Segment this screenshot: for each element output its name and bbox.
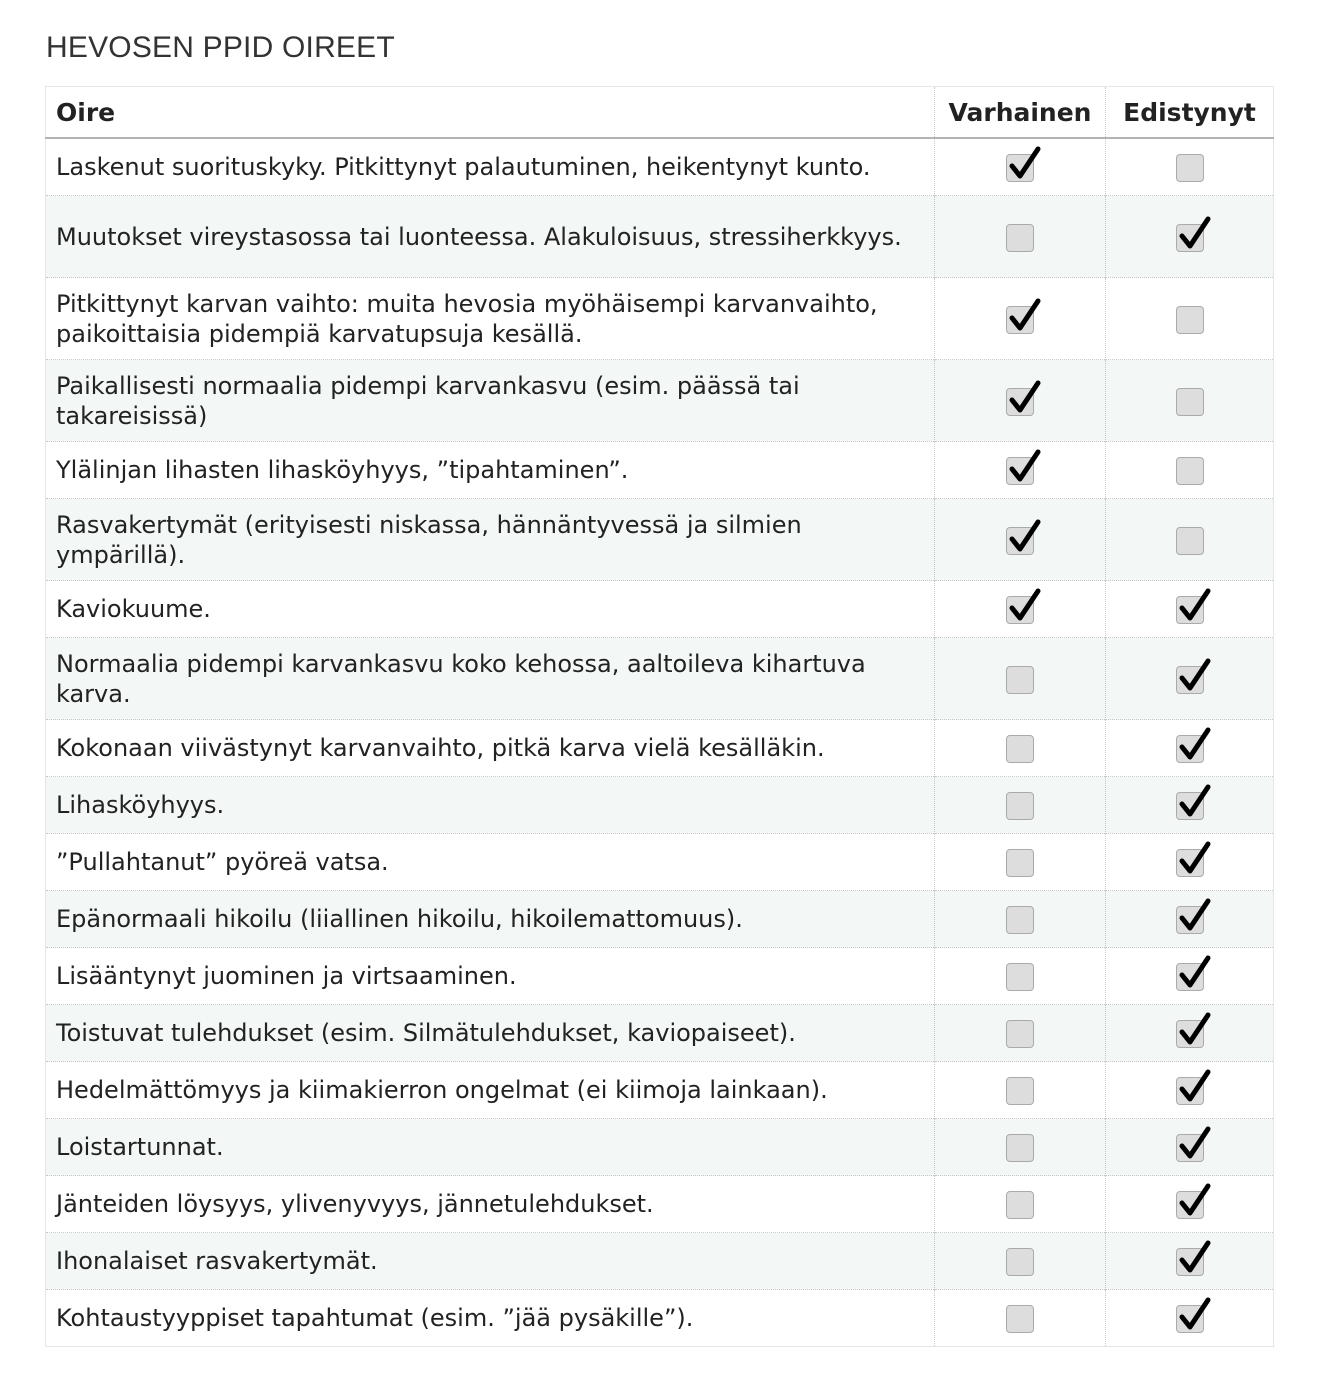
early-cell [935,638,1106,720]
table-row [46,442,1274,499]
symptom-text: Lisääntynyt juominen ja virtsaaminen. [46,948,935,1005]
symptom-text: Muutokset vireystasossa tai luonteessa. Alakuloisuus, stressiherkkyys. [46,196,935,278]
table-row [46,777,1274,834]
early-checkbox[interactable] [1006,596,1034,624]
symptom-text: Toistuvat tulehdukset (esim. Silmätulehdukset, kaviopaiseet). [46,1005,935,1062]
symptom-text: Ylälinjan lihasten lihasköyhyys, ”tipahtaminen”. [46,442,935,499]
early-cell [935,499,1106,581]
advanced-checkbox[interactable] [1176,1305,1204,1333]
table-row [46,1119,1274,1176]
symptom-text: Jänteiden löysyys, ylivenyvyys, jännetulehdukset. [46,1176,935,1233]
checkmark-icon [1175,215,1213,253]
symptom-text: Lihasköyhyys. [46,777,935,834]
early-checkbox[interactable] [1006,963,1034,991]
table-row [46,1290,1274,1347]
advanced-checkbox[interactable] [1176,1191,1204,1219]
early-cell [935,720,1106,777]
symptom-text: Kaviokuume. [46,581,935,638]
symptom-text: Ihonalaiset rasvakertymät. [46,1233,935,1290]
early-checkbox[interactable] [1006,666,1034,694]
symptom-text: Laskenut suorituskyky. Pitkittynyt palautuminen, heikentynyt kunto. [56,153,871,181]
advanced-cell [1106,196,1274,278]
early-cell [935,442,1106,499]
early-cell [935,1005,1106,1062]
advanced-checkbox[interactable] [1176,154,1204,182]
symptom-text: Rasvakertymät (erityisesti niskassa, hännäntyvessä ja silmien ympärillä). [46,499,935,581]
checkmark-icon [1175,1011,1213,1049]
checkmark-icon [1005,379,1043,417]
early-checkbox[interactable] [1006,388,1034,416]
advanced-cell [1106,1290,1274,1347]
page-title: HEVOSEN PPID OIREET [46,31,395,64]
early-checkbox[interactable] [1006,1020,1034,1048]
advanced-cell [1106,1176,1274,1233]
table-row [46,499,1274,581]
symptom-text: Pitkittynyt karvan vaihto: muita hevosia myöhäisempi karvanvaihto, paikoittaisia pidempiä karvatupsuja kesällä. [46,278,935,360]
advanced-cell [1106,278,1274,360]
advanced-cell [1106,138,1274,196]
advanced-cell [1106,442,1274,499]
advanced-checkbox[interactable] [1176,1134,1204,1162]
advanced-checkbox[interactable] [1176,849,1204,877]
advanced-checkbox[interactable] [1176,1248,1204,1276]
header-early: Varhainen [935,87,1106,139]
checkmark-icon [1175,783,1213,821]
checkmark-icon [1175,1296,1213,1334]
advanced-cell [1106,499,1274,581]
checkmark-icon [1005,448,1043,486]
early-cell [935,581,1106,638]
table-row [46,891,1274,948]
advanced-checkbox[interactable] [1176,1077,1204,1105]
advanced-checkbox[interactable] [1176,735,1204,763]
early-checkbox[interactable] [1006,735,1034,763]
early-checkbox[interactable] [1006,527,1034,555]
checkmark-icon [1175,1182,1213,1220]
early-cell [935,834,1106,891]
advanced-cell [1106,948,1274,1005]
table-row [46,834,1274,891]
table-row [46,1005,1274,1062]
early-checkbox[interactable] [1006,792,1034,820]
symptom-table [45,86,1274,1347]
symptom-text: ”Pullahtanut” pyöreä vatsa. [46,834,935,891]
advanced-cell [1106,1062,1274,1119]
early-checkbox[interactable] [1006,154,1034,182]
advanced-cell [1106,720,1274,777]
early-checkbox[interactable] [1006,457,1034,485]
checkmark-icon [1175,726,1213,764]
table-row [46,638,1274,720]
advanced-cell [1106,581,1274,638]
checkmark-icon [1175,657,1213,695]
early-cell [935,1062,1106,1119]
advanced-checkbox[interactable] [1176,224,1204,252]
advanced-checkbox[interactable] [1176,527,1204,555]
advanced-checkbox[interactable] [1176,1020,1204,1048]
symptom-text: Normaalia pidempi karvankasvu koko kehossa, aaltoileva kihartuva karva. [46,638,935,720]
early-checkbox[interactable] [1006,1248,1034,1276]
table-row [46,1176,1274,1233]
checkmark-icon [1175,1239,1213,1277]
advanced-cell [1106,1233,1274,1290]
checkmark-icon [1005,587,1043,625]
early-checkbox[interactable] [1006,1305,1034,1333]
advanced-checkbox[interactable] [1176,306,1204,334]
early-cell [935,1176,1106,1233]
checkmark-icon [1175,840,1213,878]
header-advanced: Edistynyt [1106,87,1274,139]
checkmark-icon [1175,897,1213,935]
advanced-checkbox[interactable] [1176,906,1204,934]
early-checkbox[interactable] [1006,1077,1034,1105]
table-row [46,138,1274,196]
early-checkbox[interactable] [1006,1134,1034,1162]
table-row [46,360,1274,442]
checkmark-icon [1175,954,1213,992]
checkmark-icon [1005,518,1043,556]
symptom-text: Paikallisesti normaalia pidempi karvankasvu (esim. päässä tai takareisissä) [46,360,935,442]
checkmark-icon [1175,1125,1213,1163]
table-row [46,196,1274,278]
advanced-cell [1106,638,1274,720]
early-checkbox[interactable] [1006,849,1034,877]
checkmark-icon [1005,145,1043,183]
early-cell [935,777,1106,834]
advanced-cell [1106,1119,1274,1176]
header-symptom: Oire [46,87,935,139]
symptom-text: Epänormaali hikoilu (liiallinen hikoilu, hikoilemattomuus). [46,891,935,948]
advanced-cell [1106,834,1274,891]
table-row [46,948,1274,1005]
symptom-text: Hedelmättömyys ja kiimakierron ongelmat (ei kiimoja lainkaan). [46,1062,935,1119]
advanced-checkbox[interactable] [1176,388,1204,416]
symptom-text: Kohtaustyyppiset tapahtumat (esim. ”jää pysäkille”). [46,1290,935,1347]
early-cell [935,196,1106,278]
checkmark-icon [1005,297,1043,335]
advanced-cell [1106,891,1274,948]
symptom-text: Loistartunnat. [46,1119,935,1176]
advanced-cell [1106,360,1274,442]
checkmark-icon [1175,1068,1213,1106]
advanced-cell [1106,1005,1274,1062]
early-checkbox[interactable] [1006,906,1034,934]
early-cell [935,360,1106,442]
advanced-cell [1106,777,1274,834]
early-checkbox[interactable] [1006,1191,1034,1219]
checkmark-icon [1175,587,1213,625]
table-row [46,278,1274,360]
early-cell [935,278,1106,360]
table-row [46,720,1274,777]
table-header-row [46,87,1274,139]
advanced-checkbox[interactable] [1176,457,1204,485]
table-row [46,581,1274,638]
early-checkbox[interactable] [1006,306,1034,334]
table-row [46,1233,1274,1290]
early-cell [935,1290,1106,1347]
table-row [46,1062,1274,1119]
advanced-checkbox[interactable] [1176,792,1204,820]
early-cell [935,1233,1106,1290]
early-cell [935,891,1106,948]
early-cell [935,1119,1106,1176]
symptom-text: Kokonaan viivästynyt karvanvaihto, pitkä karva vielä kesälläkin. [46,720,935,777]
advanced-checkbox[interactable] [1176,963,1204,991]
advanced-checkbox[interactable] [1176,596,1204,624]
early-cell [935,138,1106,196]
early-checkbox[interactable] [1006,224,1034,252]
advanced-checkbox[interactable] [1176,666,1204,694]
early-cell [935,948,1106,1005]
